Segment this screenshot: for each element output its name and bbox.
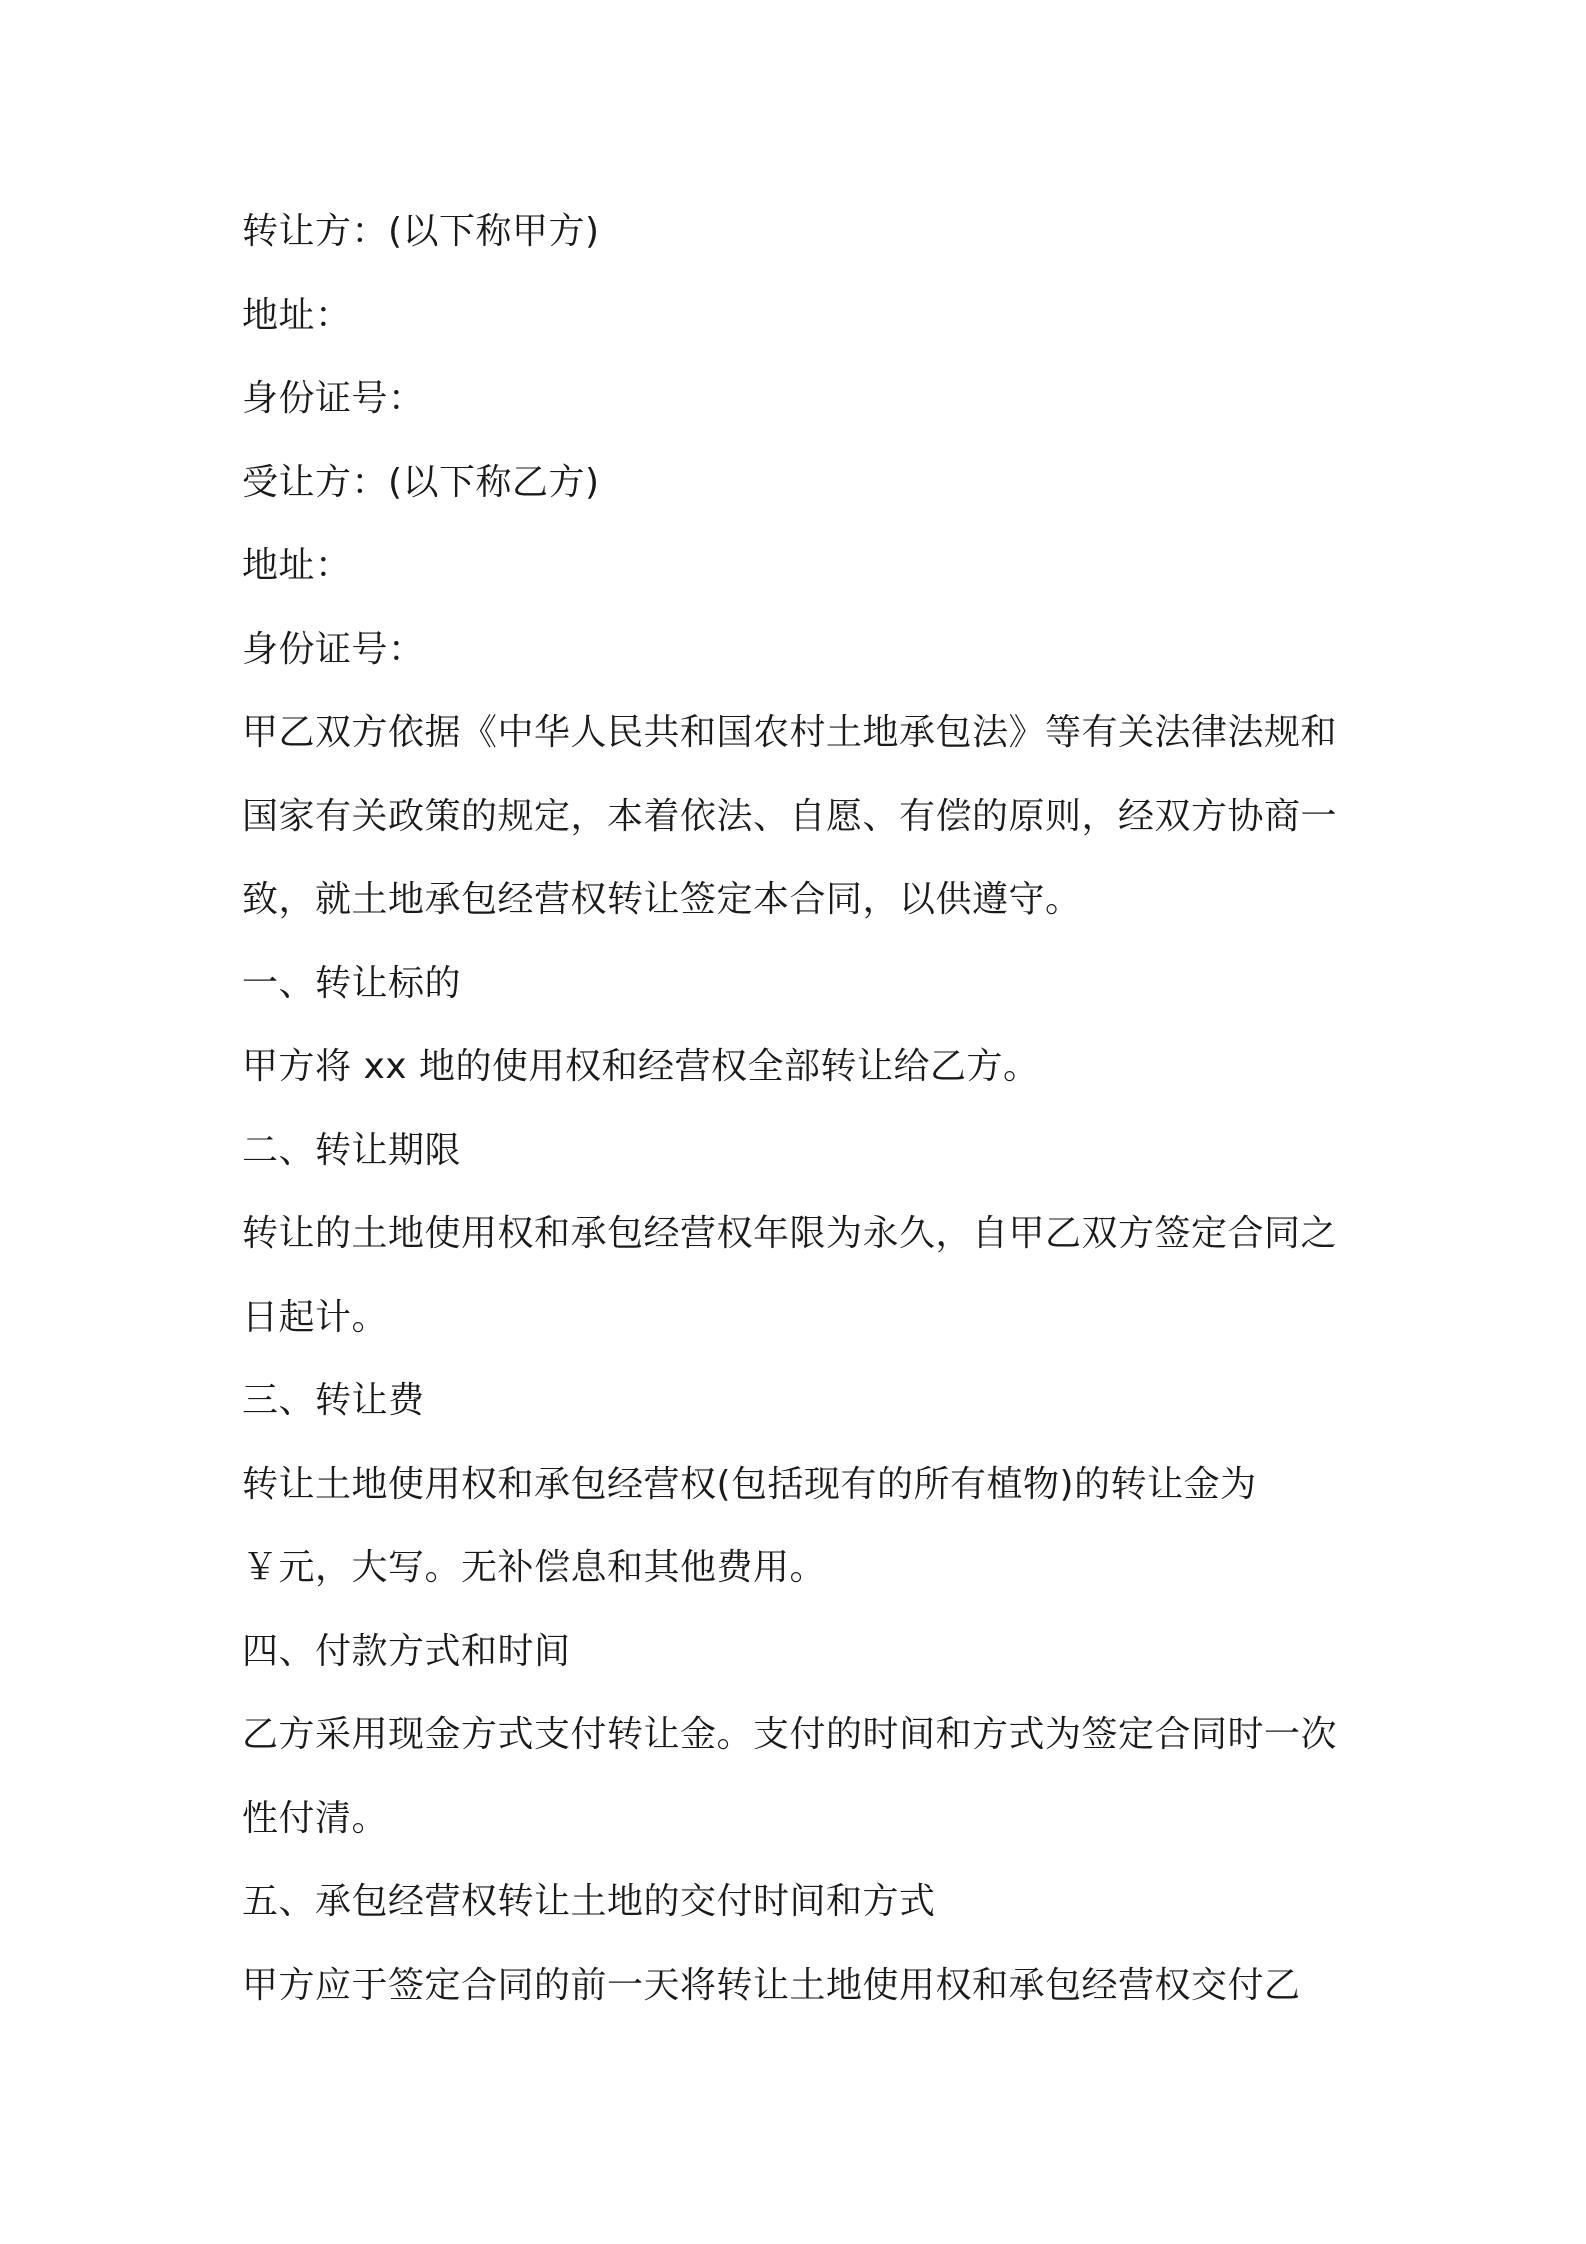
section-3-body-line-1: 转让土地使用权和承包经营权(包括现有的所有植物)的转让金为 bbox=[242, 1463, 1257, 1505]
transferor-line: 转让方：(以下称甲方) bbox=[242, 211, 600, 252]
transferor-id-line: 身份证号： bbox=[242, 378, 425, 419]
transferee-line: 受让方：(以下称乙方) bbox=[242, 461, 600, 503]
preamble-line-1: 甲乙双方依据《中华人民共和国农村土地承包法》等有关法律法规和 bbox=[242, 712, 1338, 753]
section-3-heading: 三、转让费 bbox=[242, 1380, 425, 1421]
section-5-heading: 五、承包经营权转让土地的交付时间和方式 bbox=[242, 1881, 936, 1922]
document-body bbox=[242, 190, 1362, 2027]
section-5-body-line-1: 甲方应于签定合同的前一天将转让土地使用权和承包经营权交付乙 bbox=[242, 1964, 1301, 2006]
transferee-id-line: 身份证号： bbox=[242, 628, 425, 670]
section-2-body-line-2: 日起计。 bbox=[242, 1296, 389, 1338]
preamble-line-2: 国家有关政策的规定，本着依法、自愿、有偿的原则，经双方协商一 bbox=[242, 795, 1338, 837]
section-4-body-line-2: 性付清。 bbox=[242, 1797, 389, 1839]
section-2-body-line-1: 转让的土地使用权和承包经营权年限为永久，自甲乙双方签定合同之 bbox=[242, 1213, 1338, 1254]
section-4-body-line-1: 乙方采用现金方式支付转让金。支付的时间和方式为签定合同时一次 bbox=[242, 1714, 1338, 1755]
transferor-address-line: 地址： bbox=[242, 294, 352, 336]
section-3-body-line-2: ￥元，大写。无补偿息和其他费用。 bbox=[242, 1547, 827, 1588]
section-1-body: 甲方将 xx 地的使用权和经营权全部转让给乙方。 bbox=[242, 1046, 1040, 1087]
preamble-line-3: 致，就土地承包经营权转让签定本合同，以供遵守。 bbox=[242, 879, 1082, 920]
section-1-heading: 一、转让标的 bbox=[242, 962, 462, 1004]
section-2-heading: 二、转让期限 bbox=[242, 1129, 462, 1171]
section-4-heading: 四、付款方式和时间 bbox=[242, 1630, 571, 1672]
transferee-address-line: 地址： bbox=[242, 545, 352, 586]
